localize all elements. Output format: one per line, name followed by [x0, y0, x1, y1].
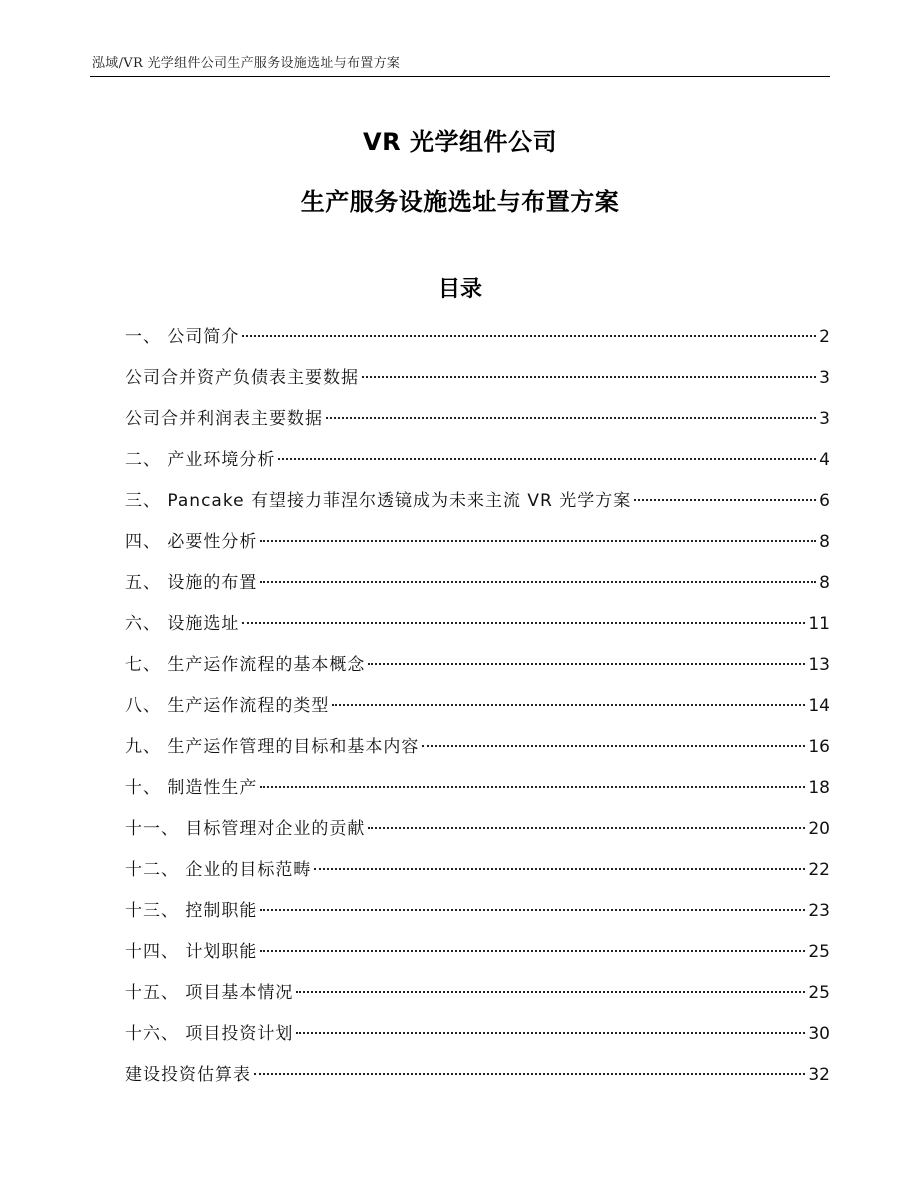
- toc-entry-page: 3: [819, 409, 830, 429]
- toc-leader-dots: [242, 622, 805, 624]
- toc-entry-page: 25: [808, 983, 830, 1003]
- toc-leader-dots: [260, 909, 805, 911]
- running-header: 泓域/VR 光学组件公司生产服务设施选址与布置方案: [92, 56, 401, 71]
- document-title-line-1: VR 光学组件公司: [363, 128, 557, 156]
- toc-leader-dots: [242, 335, 816, 337]
- toc-entry-label: 十三、 控制职能: [125, 901, 258, 921]
- toc-entry[interactable]: [125, 771, 830, 812]
- toc-entry[interactable]: [125, 402, 830, 443]
- toc-entry-label: 六、 设施选址: [125, 614, 240, 634]
- toc-entry[interactable]: [125, 484, 830, 525]
- toc-entry-label: 十五、 项目基本情况: [125, 983, 294, 1003]
- toc-entry-label: 建设投资估算表: [125, 1065, 251, 1085]
- toc-entry-label: 十、 制造性生产: [125, 778, 258, 798]
- toc-entry-label: 公司合并资产负债表主要数据: [125, 368, 359, 388]
- toc-entry-label: 八、 生产运作流程的类型: [125, 696, 330, 716]
- toc-entry-label: 十二、 企业的目标范畴: [125, 860, 312, 880]
- toc-leader-dots: [332, 704, 805, 706]
- toc-entry-label: 十四、 计划职能: [125, 942, 258, 962]
- toc-entry-page: 22: [808, 860, 830, 880]
- toc-entry-label: 一、 公司简介: [125, 327, 240, 347]
- toc-entry-label: 公司合并利润表主要数据: [125, 409, 323, 429]
- toc-entry-label: 五、 设施的布置: [125, 573, 258, 593]
- document-title-line-2: 生产服务设施选址与布置方案: [300, 188, 620, 216]
- toc-entry-label: 四、 必要性分析: [125, 532, 258, 552]
- toc-entry-page: 30: [808, 1024, 830, 1044]
- toc-leader-dots: [362, 376, 816, 378]
- toc-entry-label: 二、 产业环境分析: [125, 450, 276, 470]
- toc-entry-page: 25: [808, 942, 830, 962]
- table-of-contents: [125, 320, 830, 1099]
- toc-entry[interactable]: [125, 607, 830, 648]
- toc-entry-page: 16: [808, 737, 830, 757]
- toc-entry-page: 6: [819, 491, 830, 511]
- toc-leader-dots: [260, 581, 816, 583]
- toc-entry-page: 8: [819, 532, 830, 552]
- toc-entry[interactable]: [125, 648, 830, 689]
- toc-entry[interactable]: [125, 894, 830, 935]
- toc-entry-label: 三、 Pancake 有望接力菲涅尔透镜成为未来主流 VR 光学方案: [125, 491, 632, 511]
- toc-entry-page: 14: [808, 696, 830, 716]
- toc-entry-label: 十一、 目标管理对企业的贡献: [125, 819, 366, 839]
- toc-entry[interactable]: [125, 566, 830, 607]
- toc-entry-page: 20: [808, 819, 830, 839]
- toc-leader-dots: [260, 950, 805, 952]
- toc-entry[interactable]: [125, 525, 830, 566]
- toc-entry[interactable]: [125, 730, 830, 771]
- toc-entry[interactable]: [125, 853, 830, 894]
- toc-leader-dots: [278, 458, 816, 460]
- toc-entry-page: 13: [808, 655, 830, 675]
- toc-entry-page: 2: [819, 327, 830, 347]
- toc-leader-dots: [254, 1073, 805, 1075]
- toc-leader-dots: [422, 745, 805, 747]
- toc-entry-label: 九、 生产运作管理的目标和基本内容: [125, 737, 420, 757]
- toc-entry[interactable]: [125, 361, 830, 402]
- toc-entry-page: 4: [819, 450, 830, 470]
- toc-entry[interactable]: [125, 976, 830, 1017]
- toc-leader-dots: [634, 499, 816, 501]
- toc-entry[interactable]: [125, 320, 830, 361]
- toc-leader-dots: [260, 786, 805, 788]
- toc-leader-dots: [296, 991, 805, 993]
- toc-entry-page: 18: [808, 778, 830, 798]
- toc-leader-dots: [314, 868, 805, 870]
- toc-leader-dots: [368, 663, 805, 665]
- toc-entry-page: 3: [819, 368, 830, 388]
- toc-leader-dots: [326, 417, 816, 419]
- toc-entry[interactable]: [125, 689, 830, 730]
- header-divider: [90, 76, 830, 77]
- toc-entry[interactable]: [125, 1058, 830, 1099]
- toc-entry-page: 32: [808, 1065, 830, 1085]
- toc-entry[interactable]: [125, 935, 830, 976]
- toc-entry-page: 8: [819, 573, 830, 593]
- toc-entry-page: 11: [808, 614, 830, 634]
- toc-entry-label: 十六、 项目投资计划: [125, 1024, 294, 1044]
- toc-entry-label: 七、 生产运作流程的基本概念: [125, 655, 366, 675]
- toc-entry-page: 23: [808, 901, 830, 921]
- toc-heading: 目录: [437, 277, 482, 302]
- toc-leader-dots: [260, 540, 816, 542]
- toc-leader-dots: [368, 827, 805, 829]
- toc-entry[interactable]: [125, 1017, 830, 1058]
- toc-leader-dots: [296, 1032, 805, 1034]
- toc-entry[interactable]: [125, 812, 830, 853]
- toc-entry[interactable]: [125, 443, 830, 484]
